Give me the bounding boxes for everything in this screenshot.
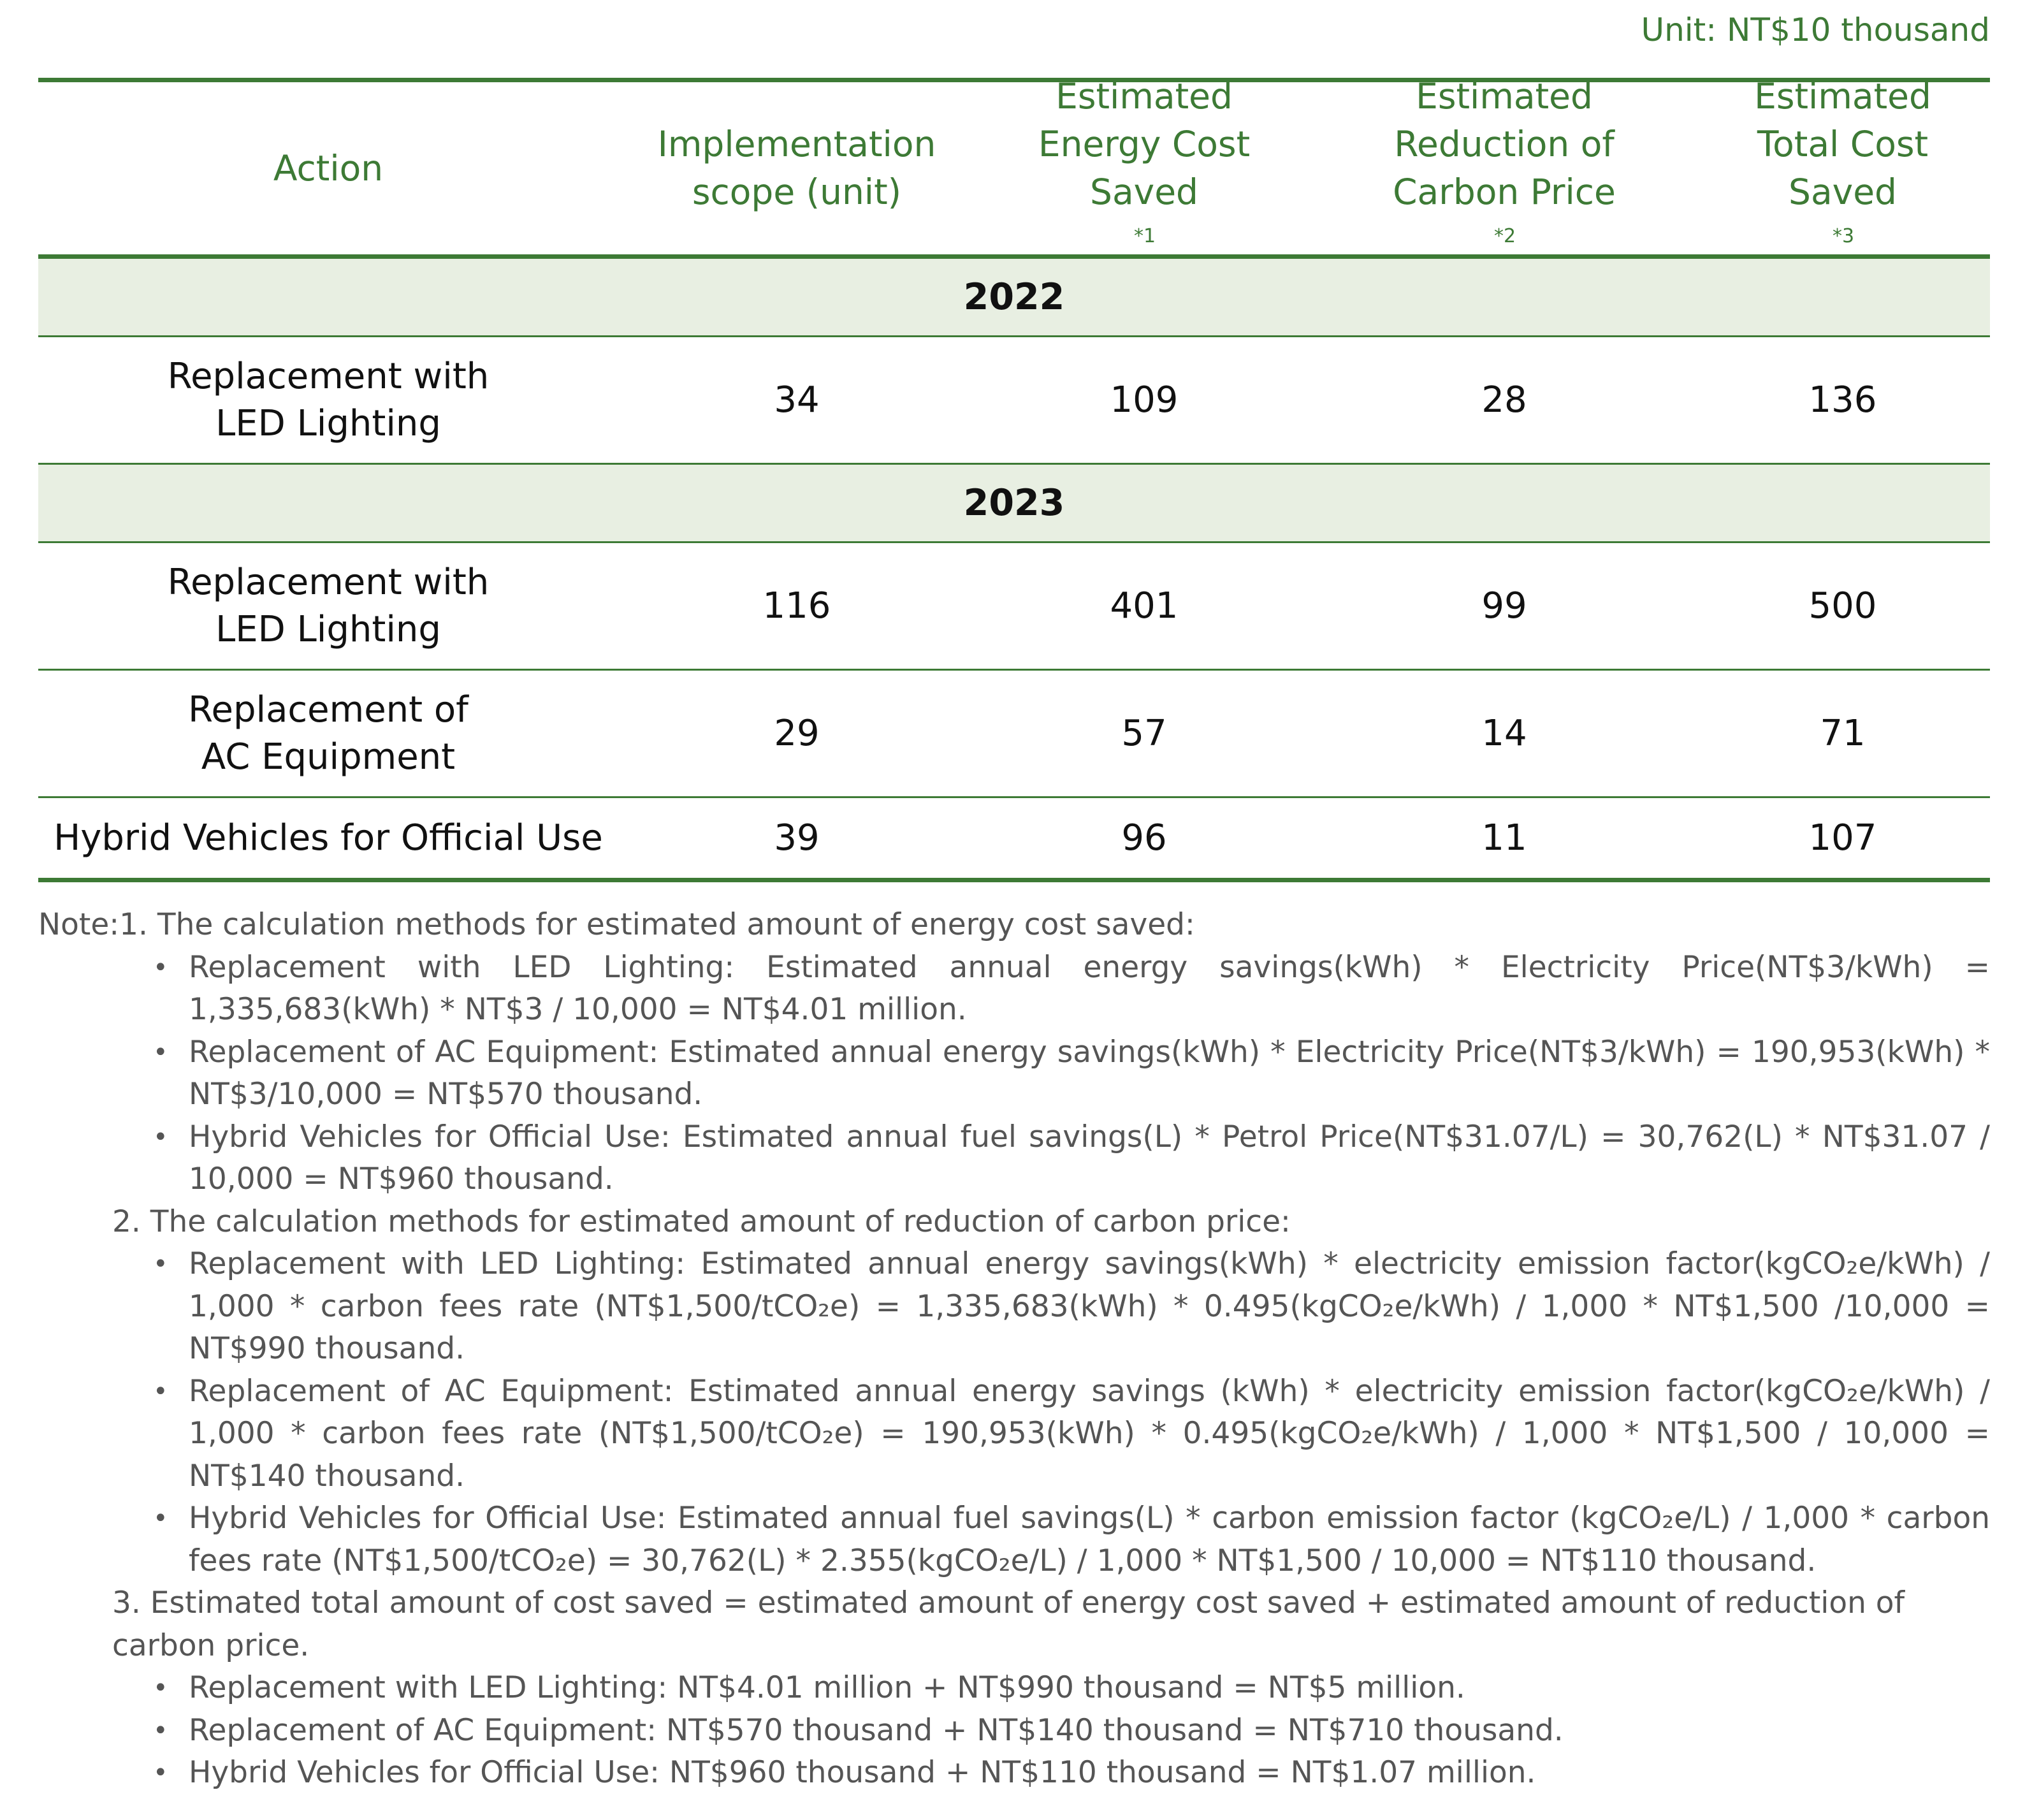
carbon-cell: 28 bbox=[1481, 379, 1527, 421]
energy-cell: 96 bbox=[1121, 817, 1167, 859]
note-2-bullet: • Hybrid Vehicles for Official Use: Estimated annual fuel savings(L) * carbon emission factor (kgCO₂e/L) / 1,000 * carbon fees rate (NT$1,500/tCO₂e) = 30,762(L) * 2.355(kgCO₂e/L) / 1,000 * NT$1,500 / 10,000 = NT$110 thousand. bbox=[38, 1497, 1990, 1582]
note-3-title: 3. Estimated total amount of cost saved = estimated amount of energy cost saved + estimated amount of reduction of carbon price. bbox=[112, 1585, 1905, 1663]
note-3-bullet: • Hybrid Vehicles for Official Use: NT$960 thousand + NT$110 thousand = NT$1.07 million. bbox=[38, 1752, 1990, 1795]
header-energy-cost-saved: Estimated Energy Cost Saved $^{*1}$ bbox=[1038, 76, 1251, 247]
cost-savings-table bbox=[38, 78, 1990, 882]
header-scope: Implementation scope (unit) bbox=[657, 124, 936, 212]
scope-cell: 34 bbox=[774, 379, 820, 421]
note-2-bullet: • Replacement with LED Lighting: Estimated annual energy savings(kWh) * electricity emission factor(kgCO₂e/kWh) / 1,000 * carbon fees rate (NT$1,500/tCO₂e) = 1,335,683(kWh) * 0.495(kgCO₂e/kWh) / 1,000 * NT$1,500 /10,000 = NT$990 thousand. bbox=[38, 1243, 1990, 1371]
table-bottom-rule bbox=[38, 878, 1990, 882]
header-action: Action bbox=[273, 147, 384, 189]
header-bottom-rule bbox=[38, 254, 1990, 259]
footnote-marker-2: *2 bbox=[1493, 225, 1516, 247]
note-1-title: Note:1. The calculation methods for estimated amount of energy cost saved: bbox=[38, 907, 1195, 942]
total-cell: 107 bbox=[1808, 817, 1877, 859]
footnote-marker-3: *3 bbox=[1832, 225, 1855, 247]
scope-cell: 39 bbox=[774, 817, 820, 859]
footnote-marker-1: *1 bbox=[1133, 225, 1156, 247]
notes bbox=[38, 904, 1990, 1795]
total-cell: 500 bbox=[1808, 585, 1877, 627]
scope-cell: 116 bbox=[762, 585, 831, 627]
header-carbon-price-reduction: Estimated Reduction of Carbon Price $^{*2}$ bbox=[1393, 76, 1616, 247]
energy-cell: 109 bbox=[1110, 379, 1179, 421]
action-cell: Replacement with LED Lighting bbox=[167, 561, 490, 650]
action-cell: Hybrid Vehicles for Official Use bbox=[54, 817, 603, 859]
carbon-cell: 14 bbox=[1481, 713, 1527, 754]
table-row bbox=[38, 798, 1990, 878]
energy-cell: 57 bbox=[1121, 713, 1167, 754]
table-header-row bbox=[38, 76, 1990, 254]
note-3-bullet: • Replacement of AC Equipment: NT$570 thousand + NT$140 thousand = NT$710 thousand. bbox=[38, 1710, 1990, 1752]
total-cell: 136 bbox=[1808, 379, 1877, 421]
unit-label: Unit: NT$10 thousand bbox=[1641, 11, 1990, 48]
note-2-title: 2. The calculation methods for estimated amount of reduction of carbon price: bbox=[112, 1204, 1291, 1239]
note-2-bullet: • Replacement of AC Equipment: Estimated annual energy savings (kWh) * electricity emission factor(kgCO₂e/kWh) / 1,000 * carbon fees rate (NT$1,500/tCO₂e) = 190,953(kWh) * 0.495(kgCO₂e/kWh) / 1,000 * NT$1,500 / 10,000 = NT$140 thousand. bbox=[38, 1371, 1990, 1498]
year-band-2023: 2023 bbox=[38, 465, 1990, 541]
note-1-bullet: • Replacement of AC Equipment: Estimated annual energy savings(kWh) * Electricity Price(NT$3/kWh) = 190,953(kWh) * NT$3/10,000 = NT$570 thousand. bbox=[38, 1031, 1990, 1116]
action-cell: Replacement with LED Lighting bbox=[167, 355, 490, 444]
note-1-bullet: • Replacement with LED Lighting: Estimated annual energy savings(kWh) * Electricity Price(NT$3/kWh) = 1,335,683(kWh) * NT$3 / 10,000 = NT$4.01 million. bbox=[38, 947, 1990, 1031]
table-top-rule bbox=[38, 78, 1990, 82]
action-cell: Replacement of AC Equipment bbox=[188, 688, 468, 778]
table-row bbox=[38, 337, 1990, 463]
carbon-cell: 99 bbox=[1481, 585, 1527, 627]
total-cell: 71 bbox=[1820, 713, 1866, 754]
year-band-2022: 2022 bbox=[38, 259, 1990, 335]
scope-cell: 29 bbox=[774, 713, 820, 754]
table-row bbox=[38, 671, 1990, 796]
carbon-cell: 11 bbox=[1481, 817, 1527, 859]
note-3-bullet: • Replacement with LED Lighting: NT$4.01 million + NT$990 thousand = NT$5 million. bbox=[38, 1667, 1990, 1710]
table-row bbox=[38, 543, 1990, 669]
energy-cell: 401 bbox=[1110, 585, 1179, 627]
note-1-bullet: • Hybrid Vehicles for Official Use: Estimated annual fuel savings(L) * Petrol Price(NT$31.07/L) = 30,762(L) * NT$31.07 / 10,000 = NT$960 thousand. bbox=[38, 1116, 1990, 1201]
header-total-cost-saved: Estimated Total Cost Saved $^{*3}$ bbox=[1754, 76, 1931, 247]
